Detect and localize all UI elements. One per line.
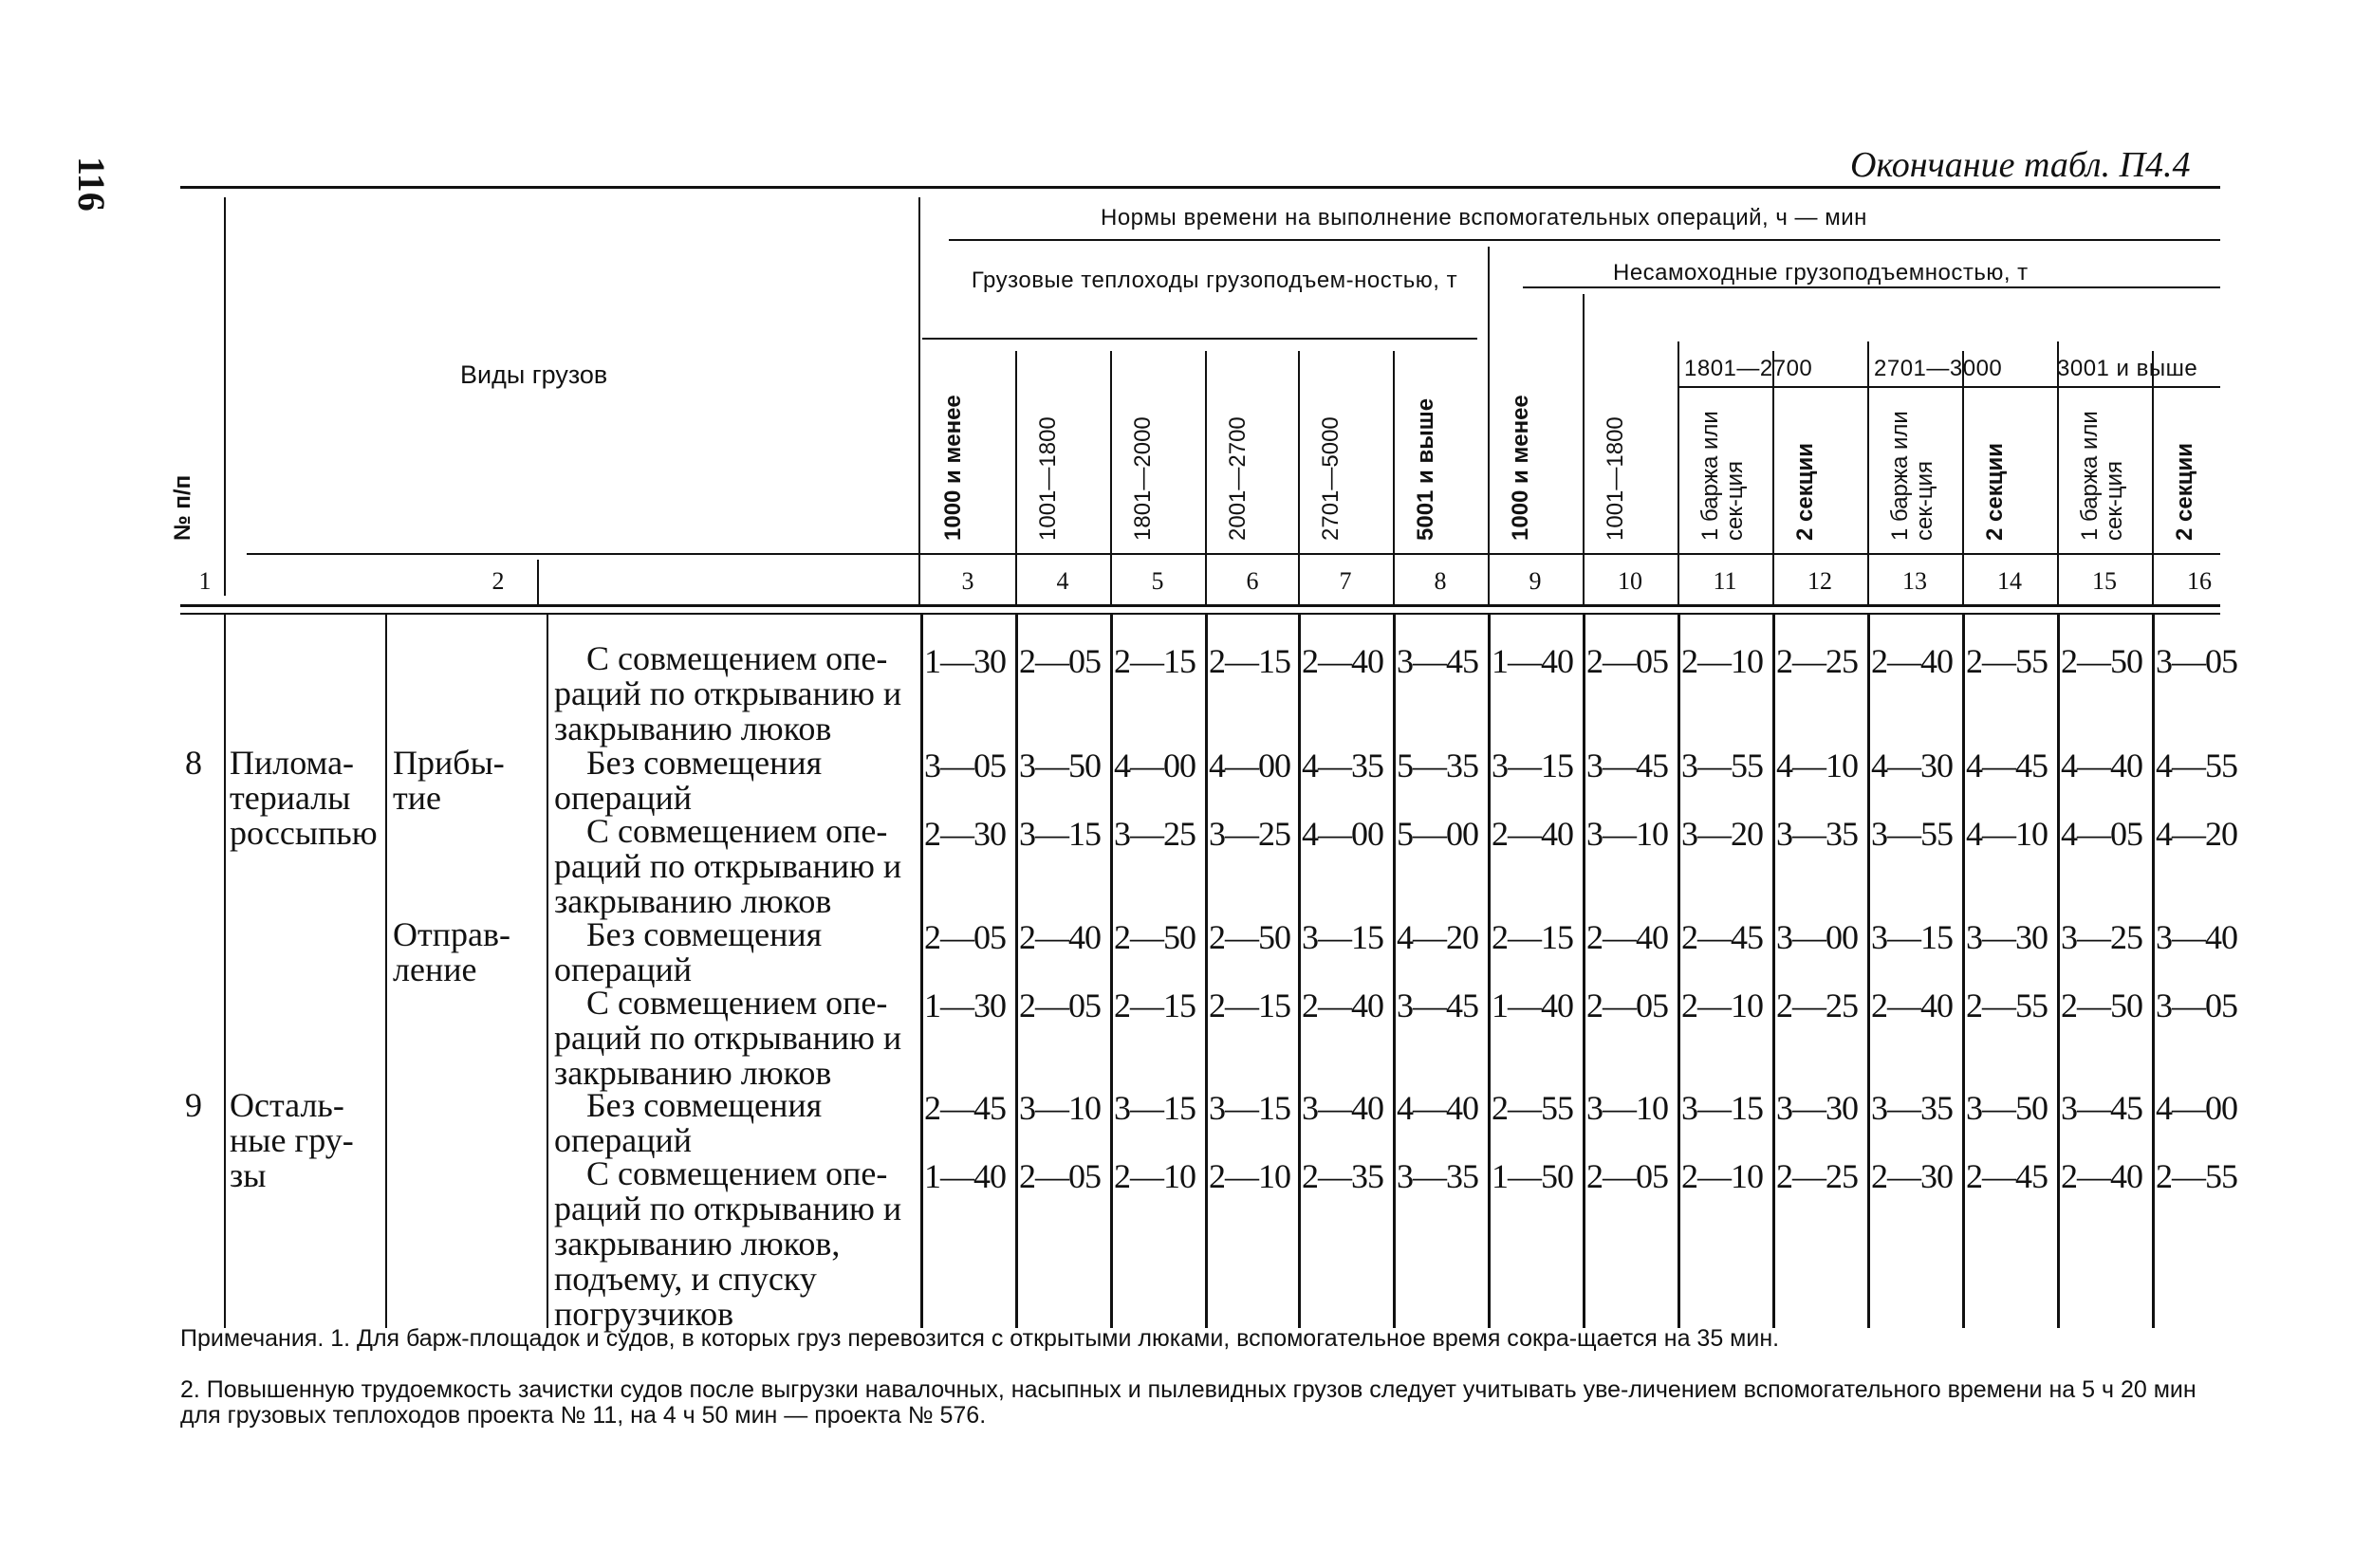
column-number-5: 5 [1151,567,1164,595]
operation-description: С совмещением опе-раций по открыванию и закрыванию люков, подъему, и спуску погрузчиков [554,1154,902,1333]
page-number: 116 [70,157,113,212]
vline-head-13 [2152,351,2154,604]
subgroup-3001-and-above: 3001 и выше [2057,356,2198,381]
table-cell: 2—40 [2061,1157,2142,1195]
table-cell: 3—30 [1776,1089,1858,1127]
table-cell: 3—45 [1397,642,1478,680]
table-cell: 3—25 [1114,815,1196,853]
col-head-3: 1000 и менее [940,395,966,541]
table-cell: 1—30 [924,642,1006,680]
col-head-14: 2 секции [1982,443,2008,541]
col2-header: Виды грузов [460,360,608,389]
table-cell: 3—10 [1586,815,1668,853]
table-cell: 2—05 [1586,987,1668,1024]
table-cell: 3—45 [1397,987,1478,1024]
vline-body-col-4 [1298,615,1301,1328]
vline-body-col-12 [2057,615,2060,1328]
vline-col1 [224,197,226,596]
table-cell: 3—30 [1966,918,2048,956]
col-head-4: 1001—1800 [1035,416,1061,541]
table-cell: 3—45 [1586,747,1668,784]
vline-body-col-10 [1867,615,1870,1328]
column-number-8: 8 [1434,567,1447,595]
vline-body-col-3 [1205,615,1208,1328]
rule-under-col-heads [247,553,2220,555]
table-cell: 2—25 [1776,642,1858,680]
column-number-1: 1 [198,567,212,595]
table-cell: 2—15 [1492,918,1573,956]
table-cell: 4—00 [1209,747,1290,784]
table-cell: 4—00 [1114,747,1196,784]
vline-body-col-6 [1488,615,1491,1328]
table-cell: 2—40 [1019,918,1101,956]
note-1: Примечания. 1. Для барж-площадок и судов, в которых груз перевозится с открытыми люками, вспомогательное время сокра-щается на 35 мин. [180,1325,1780,1352]
cargo-type-other: Осталь-ные гру-зы [230,1086,354,1194]
vline-head-7 [1583,294,1585,604]
vline-body-operation [547,615,548,1328]
table-cell: 1—40 [924,1157,1006,1195]
table-cell: 2—15 [1114,987,1196,1024]
table-cell: 2—50 [2061,642,2142,680]
table-cell: 2—05 [1019,1157,1101,1195]
subgroup-2701-3000: 2701—3000 [1874,356,2003,381]
col-head-5: 1801—2000 [1130,416,1156,541]
vline-head-5 [1393,351,1395,604]
table-cell: 2—25 [1776,987,1858,1024]
column-number-15: 15 [2092,567,2117,595]
table-cell: 3—50 [1966,1089,2048,1127]
table-cell: 5—35 [1397,747,1478,784]
table-cell: 3—35 [1871,1089,1953,1127]
table-cell: 2—10 [1114,1157,1196,1195]
note-2: 2. Повышенную трудоемкость зачистки судов после выгрузки навалочных, насыпных и пылевидных грузов следует учитывать уве-личением вспомогательного времени на 5 ч 20 мин для грузовых теплоходов проекта № 11, на 4 ч 50 мин — проекта № 576. [180,1376,2196,1429]
table-cell: 3—15 [1209,1089,1290,1127]
norms-title: Нормы времени на выполнение вспомогательных операций, ч — мин [1101,205,1867,231]
table-cell: 3—15 [1681,1089,1763,1127]
direction-departure: Отправ-ление [393,915,510,988]
rule-under-barges [1523,286,2220,288]
table-cell: 3—25 [1209,815,1290,853]
table-cell: 2—55 [1966,642,2048,680]
column-number-3: 3 [961,567,974,595]
table-cell: 2—05 [924,918,1006,956]
table-cell: 2—40 [1871,987,1953,1024]
table-cell: 2—55 [2156,1157,2237,1195]
col-head-10: 1001—1800 [1603,416,1628,541]
vline-body-col-5 [1393,615,1396,1328]
col-head-13: 1 баржа или сек-ция [1887,411,1937,541]
table-cell: 2—50 [1209,918,1290,956]
table-cell: 2—40 [1492,815,1573,853]
top-rule [180,186,2220,189]
table-cell: 3—05 [924,747,1006,784]
table-cell: 2—55 [1492,1089,1573,1127]
table-cell: 2—40 [1586,918,1668,956]
column-number-13: 13 [1902,567,1927,595]
table-cell: 3—15 [1302,918,1383,956]
col-head-15: 1 баржа или сек-ция [2077,411,2127,541]
table-cell: 3—55 [1681,747,1763,784]
col-head-12: 2 секции [1792,443,1818,541]
vline-body-col-13 [2152,615,2155,1328]
table-cell: 2—15 [1209,987,1290,1024]
table-cell: 2—05 [1019,987,1101,1024]
table-cell: 2—40 [1871,642,1953,680]
table-cell: 2—10 [1209,1157,1290,1195]
vline-head-10 [1867,341,1869,604]
table-cell: 3—05 [2156,987,2237,1024]
operation-description: Без совмещения операций [554,915,823,988]
table-cell: 2—35 [1302,1157,1383,1195]
table-cell: 3—15 [1871,918,1953,956]
table-cell: 2—05 [1586,642,1668,680]
rule-under-barge-subgroups [1679,386,2220,388]
table-cell: 3—40 [1302,1089,1383,1127]
table-cell: 3—00 [1776,918,1858,956]
table-cell: 3—10 [1586,1089,1668,1127]
table-cell: 3—15 [1114,1089,1196,1127]
table-cell: 4—55 [2156,747,2237,784]
vline-body-col-9 [1772,615,1775,1328]
table-cell: 3—55 [1871,815,1953,853]
table-cell: 4—40 [2061,747,2142,784]
subgroup-1801-2700: 1801—2700 [1684,356,1813,381]
vline-body-cargo [224,615,226,1328]
table-cell: 2—50 [1114,918,1196,956]
vline-col2 [918,197,920,605]
table-cell: 3—05 [2156,642,2237,680]
row-number-9: 9 [185,1086,202,1124]
column-number-9: 9 [1529,567,1542,595]
table-cell: 4—10 [1776,747,1858,784]
table-cell: 1—40 [1492,642,1573,680]
table-cell: 3—15 [1019,815,1101,853]
table-cell: 4—00 [2156,1089,2237,1127]
table-cell: 4—00 [1302,815,1383,853]
table-cell: 4—05 [2061,815,2142,853]
vline-body-col-2 [1110,615,1113,1328]
operation-description: Без совмещения операций [554,744,823,817]
table-cell: 4—40 [1397,1089,1478,1127]
vline-head-3 [1205,351,1207,604]
column-number-12: 12 [1807,567,1832,595]
vline-head-4 [1298,351,1300,604]
col-head-6: 2001—2700 [1225,416,1251,541]
col-head-7: 2701—5000 [1318,416,1344,541]
vline-body-col-8 [1677,615,1680,1328]
vline-head-8 [1677,341,1679,604]
group-barges-header: Несамоходные грузоподъемностью, т [1613,260,2029,286]
table-cell: 1—40 [1492,987,1573,1024]
table-cell: 1—50 [1492,1157,1573,1195]
table-cell: 5—00 [1397,815,1478,853]
vline-head-9 [1772,351,1774,604]
table-cell: 2—10 [1681,987,1763,1024]
column-number-7: 7 [1339,567,1352,595]
vline-head-11 [1962,351,1964,604]
column-number-10: 10 [1618,567,1642,595]
table-cell: 3—50 [1019,747,1101,784]
table-cell: 2—30 [924,815,1006,853]
rule-under-col-numbers [180,604,2220,607]
table-cell: 2—05 [1586,1157,1668,1195]
vline-body-col-1 [1015,615,1018,1328]
col-head-9: 1000 и менее [1508,395,1533,541]
table-cell: 2—45 [924,1089,1006,1127]
rule-under-motor-ships [922,338,1477,340]
cargo-type-lumber: Пилома-териалы россыпью [230,744,378,852]
table-cell: 1—30 [924,987,1006,1024]
vline-head-6 [1488,247,1490,604]
table-cell: 3—10 [1019,1089,1101,1127]
group-motor-ships-header: Грузовые теплоходы грузоподъем-ностью, т [971,267,1458,293]
table-cell: 3—25 [2061,918,2142,956]
table-cell: 3—15 [1492,747,1573,784]
vline-body-direction [385,615,387,1328]
vline-head-2 [1110,351,1112,604]
table-cell: 3—35 [1776,815,1858,853]
vline-num-2 [537,560,539,605]
column-number-14: 14 [1997,567,2022,595]
table-cell: 2—45 [1681,918,1763,956]
col-head-16: 2 секции [2172,443,2197,541]
column-number-11: 11 [1713,567,1737,595]
direction-arrival: Прибы-тие [393,744,505,817]
table-caption: Окончание табл. П4.4 [1850,145,2191,185]
table-cell: 2—45 [1966,1157,2048,1195]
col-head-11: 1 баржа или сек-ция [1697,411,1748,541]
table-cell: 3—35 [1397,1157,1478,1195]
column-number-16: 16 [2187,567,2212,595]
operation-description: С совмещением опе-раций по открыванию и закрыванию люков [554,812,902,920]
table-cell: 2—15 [1114,642,1196,680]
table-cell: 2—10 [1681,1157,1763,1195]
table-cell: 4—45 [1966,747,2048,784]
rule-under-norms-title [949,239,2220,241]
table-cell: 4—30 [1871,747,1953,784]
vline-body-col-11 [1962,615,1965,1328]
operation-description: С совмещением опе-раций по открыванию и закрыванию люков [554,984,902,1092]
row-number-8: 8 [185,744,202,782]
table-cell: 3—40 [2156,918,2237,956]
operation-description: Без совмещения операций [554,1086,823,1159]
table-cell: 3—45 [2061,1089,2142,1127]
table-cell: 2—15 [1209,642,1290,680]
table-cell: 3—20 [1681,815,1763,853]
column-number-2: 2 [491,567,505,595]
table-cell: 4—10 [1966,815,2048,853]
table-cell: 2—25 [1776,1157,1858,1195]
vline-body-col-7 [1583,615,1585,1328]
table-cell: 2—40 [1302,642,1383,680]
table-cell: 2—55 [1966,987,2048,1024]
col1-header: № п/п [170,474,195,541]
vline-body-col-0 [920,615,923,1328]
table-cell: 2—50 [2061,987,2142,1024]
table-cell: 4—35 [1302,747,1383,784]
table-cell: 2—40 [1302,987,1383,1024]
table-cell: 4—20 [1397,918,1478,956]
vline-head-1 [1015,351,1017,604]
col-head-8: 5001 и выше [1413,397,1438,541]
table-cell: 2—30 [1871,1157,1953,1195]
table-cell: 2—10 [1681,642,1763,680]
rule-body-top [180,613,2220,615]
operation-description: С совмещением опе-раций по открыванию и закрыванию люков [554,639,902,747]
column-number-6: 6 [1246,567,1259,595]
column-number-4: 4 [1056,567,1069,595]
table-cell: 2—05 [1019,642,1101,680]
table-cell: 4—20 [2156,815,2237,853]
